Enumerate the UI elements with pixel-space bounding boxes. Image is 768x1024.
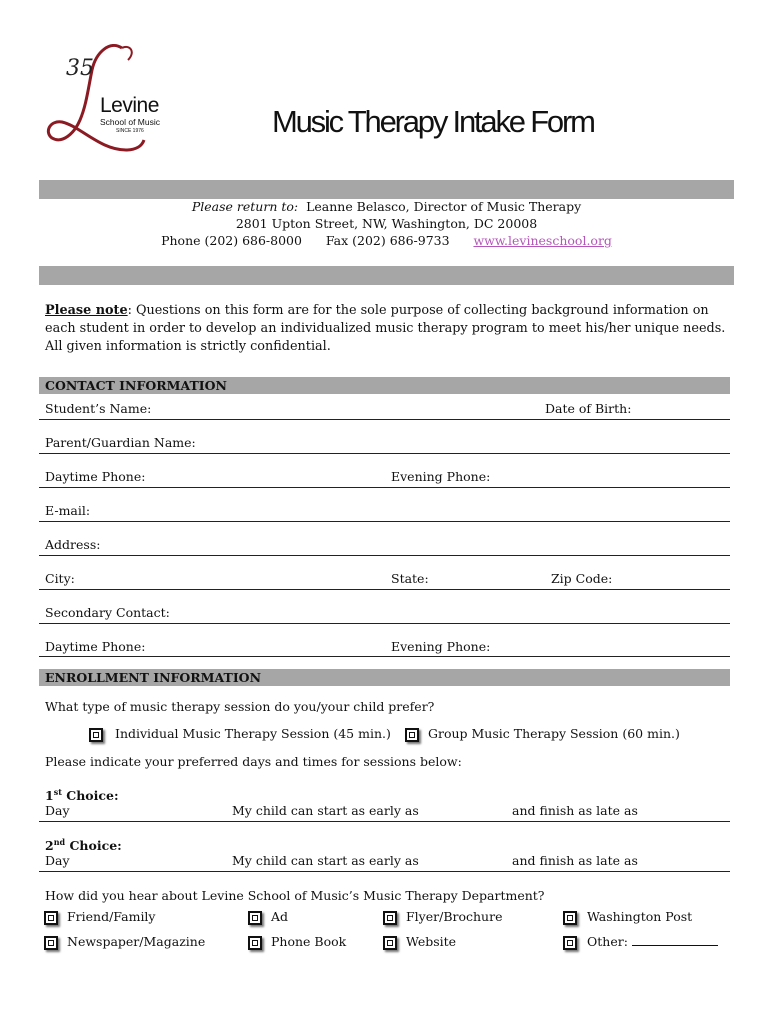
website-label: Website bbox=[406, 934, 457, 949]
header-bar-bottom bbox=[39, 266, 734, 285]
second-choice-day-label: Day bbox=[45, 853, 70, 868]
first-choice-number: 1 bbox=[45, 788, 54, 804]
return-prefix: Please return to: bbox=[191, 199, 299, 214]
contact-section-header: CONTACT INFORMATION bbox=[39, 377, 730, 394]
second-choice-field[interactable] bbox=[39, 871, 730, 872]
city-state-zip-field[interactable] bbox=[39, 589, 730, 590]
first-choice-finish-label: and finish as late as bbox=[512, 803, 638, 818]
levine-logo bbox=[40, 42, 180, 157]
parent-name-label: Parent/Guardian Name: bbox=[45, 435, 196, 450]
website-checkbox[interactable] bbox=[383, 936, 397, 950]
newspaper-magazine-checkbox[interactable] bbox=[44, 936, 58, 950]
second-choice-number: 2 bbox=[45, 838, 54, 854]
second-choice-suffix: nd bbox=[53, 837, 66, 847]
group-session-label: Group Music Therapy Session (60 min.) bbox=[428, 726, 680, 741]
zip-label: Zip Code: bbox=[551, 571, 613, 586]
form-title: Music Therapy Intake Form bbox=[272, 104, 594, 139]
address-field[interactable] bbox=[39, 555, 730, 556]
washington-post-checkbox[interactable] bbox=[563, 911, 577, 925]
first-choice-day-label: Day bbox=[45, 803, 70, 818]
state-label: State: bbox=[391, 571, 429, 586]
first-choice-text: Choice: bbox=[61, 788, 119, 804]
return-address: 2801 Upton Street, NW, Washington, DC 20008 bbox=[235, 216, 538, 231]
second-choice-finish-label: and finish as late as bbox=[512, 853, 638, 868]
enrollment-section-header: ENROLLMENT INFORMATION bbox=[39, 669, 730, 686]
email-field[interactable] bbox=[39, 521, 730, 522]
daytime-phone-label: Daytime Phone: bbox=[45, 469, 146, 484]
individual-session-checkbox[interactable] bbox=[89, 728, 103, 742]
second-choice-text: Choice: bbox=[65, 838, 122, 854]
return-line-3 bbox=[39, 232, 734, 249]
website-link[interactable]: www.levineschool.org bbox=[473, 233, 612, 248]
group-session-checkbox[interactable] bbox=[405, 728, 419, 742]
dob-label: Date of Birth: bbox=[545, 401, 632, 416]
other-label bbox=[587, 934, 718, 949]
secondary-contact-label: Secondary Contact: bbox=[45, 605, 170, 620]
phone-field[interactable] bbox=[39, 487, 730, 488]
flyer-brochure-checkbox[interactable] bbox=[383, 911, 397, 925]
flyer-brochure-label: Flyer/Brochure bbox=[406, 909, 503, 924]
return-line-1 bbox=[39, 198, 734, 215]
please-note-label: Please note bbox=[45, 303, 128, 318]
ad-label: Ad bbox=[271, 909, 289, 924]
first-choice-label bbox=[45, 787, 119, 803]
logo-since: SINCE 1976 bbox=[116, 128, 144, 134]
first-choice-suffix: st bbox=[53, 787, 62, 797]
logo-number: 35 bbox=[66, 56, 94, 81]
parent-name-field[interactable] bbox=[39, 453, 730, 454]
session-type-question: What type of music therapy session do you/your child prefer? bbox=[45, 699, 435, 714]
individual-session-label: Individual Music Therapy Session (45 min.) bbox=[115, 726, 391, 741]
return-name: Leanne Belasco, Director of Music Therapy bbox=[306, 199, 582, 214]
friend-family-checkbox[interactable] bbox=[44, 911, 58, 925]
days-prompt: Please indicate your preferred days and times for sessions below: bbox=[45, 754, 462, 769]
phone-book-checkbox[interactable] bbox=[248, 936, 262, 950]
ad-checkbox[interactable] bbox=[248, 911, 262, 925]
evening-phone-2-label: Evening Phone: bbox=[391, 639, 491, 654]
daytime-phone-2-label: Daytime Phone: bbox=[45, 639, 146, 654]
secondary-contact-field[interactable] bbox=[39, 623, 730, 624]
please-note-text: : Questions on this form are for the sole purpose of collecting background information on each student in order to develop an individualized music therapy program to meet his/her unique needs. All given information is strictly confidential. bbox=[45, 303, 726, 354]
email-label: E-mail: bbox=[45, 503, 91, 518]
washington-post-label: Washington Post bbox=[587, 909, 693, 924]
address-label: Address: bbox=[45, 537, 101, 552]
second-choice-label bbox=[45, 837, 122, 853]
other-label-text: Other: bbox=[587, 934, 628, 949]
second-choice-start-label: My child can start as early as bbox=[232, 853, 419, 868]
return-phone: Phone (202) 686-8000 bbox=[161, 233, 302, 248]
please-note bbox=[45, 302, 730, 356]
first-choice-field[interactable] bbox=[39, 821, 730, 822]
first-choice-start-label: My child can start as early as bbox=[232, 803, 419, 818]
other-checkbox[interactable] bbox=[563, 936, 577, 950]
evening-phone-label: Evening Phone: bbox=[391, 469, 491, 484]
header-bar-top bbox=[39, 180, 734, 199]
friend-family-label: Friend/Family bbox=[67, 909, 156, 924]
student-name-field[interactable] bbox=[39, 419, 730, 420]
referral-question: How did you hear about Levine School of Music’s Music Therapy Department? bbox=[45, 888, 545, 903]
phone-book-label: Phone Book bbox=[271, 934, 347, 949]
other-input-field[interactable] bbox=[632, 934, 718, 946]
return-fax: Fax (202) 686-9733 bbox=[325, 233, 450, 248]
newspaper-magazine-label: Newspaper/Magazine bbox=[67, 934, 206, 949]
logo-name: Levine bbox=[100, 94, 159, 117]
phone-2-field[interactable] bbox=[39, 656, 730, 657]
student-name-label: Student’s Name: bbox=[45, 401, 152, 416]
city-label: City: bbox=[45, 571, 75, 586]
logo-subtitle: School of Music bbox=[100, 117, 160, 127]
